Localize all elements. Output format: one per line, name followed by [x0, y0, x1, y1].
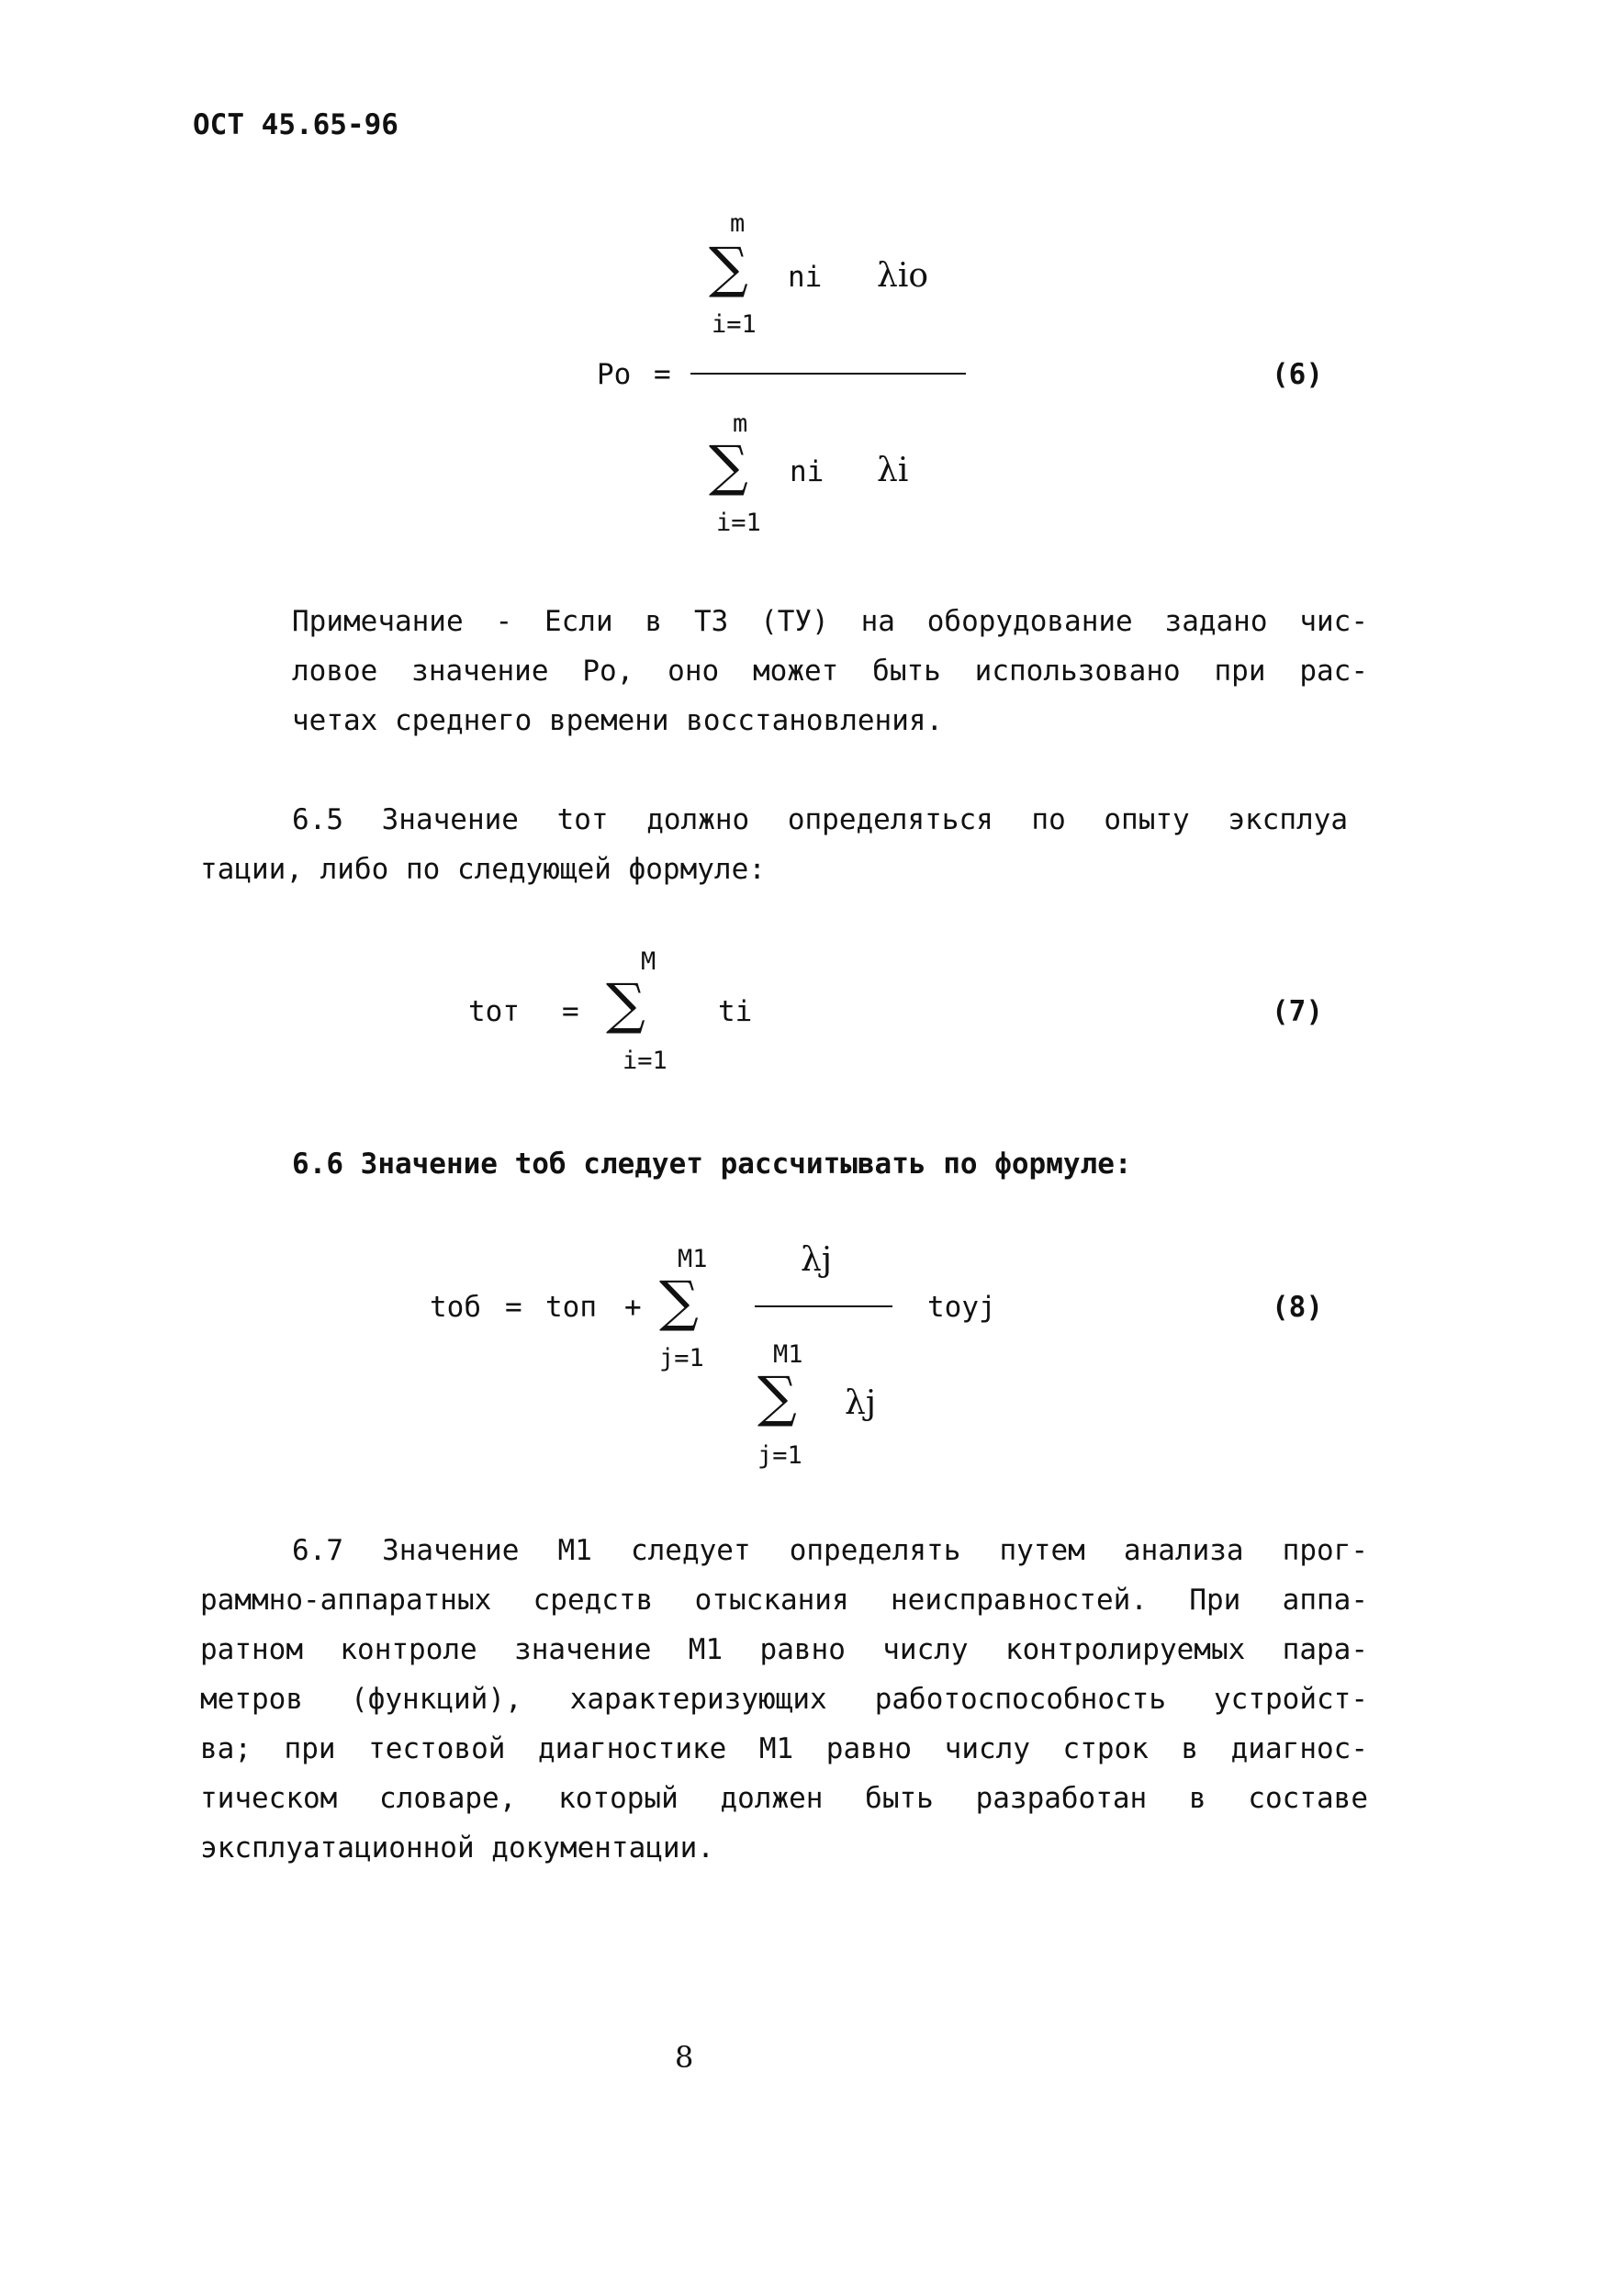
formula-8-number: (8) [1272, 1291, 1323, 1324]
formula-6-equals: = [654, 358, 671, 391]
note-line: четах среднего времени восстановления. [292, 704, 944, 737]
outer-sum-upper-limit: M1 [678, 1245, 708, 1273]
section-6-5-line: 6.5 Значение tот должно определяться по опыту эксплуа [292, 803, 1348, 836]
fraction-line [755, 1305, 892, 1307]
note-line: Примечание - Если в ТЗ (ТУ) на оборудование задано чис- [292, 605, 1368, 638]
section-6-7-line: 6.7 Значение M1 следует определять путем анализа прог- [292, 1534, 1368, 1567]
fraction-line [690, 373, 966, 375]
page-number: 8 [675, 2040, 694, 2075]
note-line: ловое значение Ро, оно может быть использовано при рас- [292, 655, 1368, 688]
outer-sum-lower-limit: j=1 [659, 1344, 704, 1372]
note-paragraph [292, 597, 1368, 745]
fraction-numerator: λj [801, 1241, 832, 1279]
section-6-7-line: ратном контроле значение M1 равно числу контролируемых пара- [200, 1633, 1368, 1666]
section-6-6: 6.6 Значение tоб следует рассчитывать по формуле: [292, 1148, 1132, 1181]
sum-term: ti [718, 995, 753, 1028]
section-6-7-line: метров (функций), характеризующих работоспособность устройст- [200, 1683, 1368, 1716]
formula-8-lhs: tоб [430, 1291, 481, 1324]
denominator-factor: ni [790, 455, 824, 488]
denominator-sum-lower-limit: i=1 [716, 509, 761, 537]
last-term: tоуj [927, 1291, 996, 1324]
numerator-sum-lower-limit: i=1 [712, 310, 757, 339]
formula-7-lhs: tот [468, 995, 520, 1028]
first-term: tоп [545, 1291, 597, 1324]
section-6-7-line: эксплуатационной документации. [200, 1831, 714, 1865]
formula-8-equals: = [505, 1291, 522, 1324]
denominator-sigma-icon: ∑ [709, 434, 748, 498]
denominator-rate: λi [877, 452, 909, 489]
section-6-7 [200, 1526, 1368, 1873]
inner-sum-lower-limit: j=1 [757, 1441, 802, 1470]
formula-7-equals: = [562, 995, 579, 1028]
sum-upper-limit: M [641, 947, 656, 976]
document-code: ОСТ 45.65-96 [193, 108, 398, 141]
numerator-factor: ni [788, 261, 823, 294]
section-6-7-line: ва; при тестовой диагностике M1 равно числу строк в диагнос- [200, 1732, 1368, 1765]
numerator-sigma-icon: ∑ [709, 236, 748, 300]
formula-7-number: (7) [1272, 995, 1323, 1028]
sum-lower-limit: i=1 [623, 1047, 667, 1075]
section-6-5-line: тации, либо по следующей формуле: [200, 853, 766, 886]
formula-6-lhs: Po [597, 358, 632, 391]
numerator-rate: λio [877, 257, 929, 295]
plus-sign: + [624, 1291, 642, 1324]
section-6-5 [200, 795, 1348, 894]
section-6-7-line: тическом словаре, который должен быть разработан в составе [200, 1782, 1368, 1815]
section-6-7-line: раммно-аппаратных средств отыскания неисправностей. При аппа- [200, 1584, 1368, 1617]
outer-sigma-icon: ∑ [659, 1270, 699, 1334]
denominator-sum-upper-limit: m [733, 409, 748, 438]
numerator-sum-upper-limit: m [730, 209, 746, 238]
sigma-icon: ∑ [606, 972, 645, 1036]
inner-sum-term: λj [845, 1384, 876, 1422]
inner-sum-upper-limit: M1 [773, 1340, 803, 1369]
formula-6-number: (6) [1272, 358, 1323, 391]
inner-sigma-icon: ∑ [757, 1365, 797, 1429]
